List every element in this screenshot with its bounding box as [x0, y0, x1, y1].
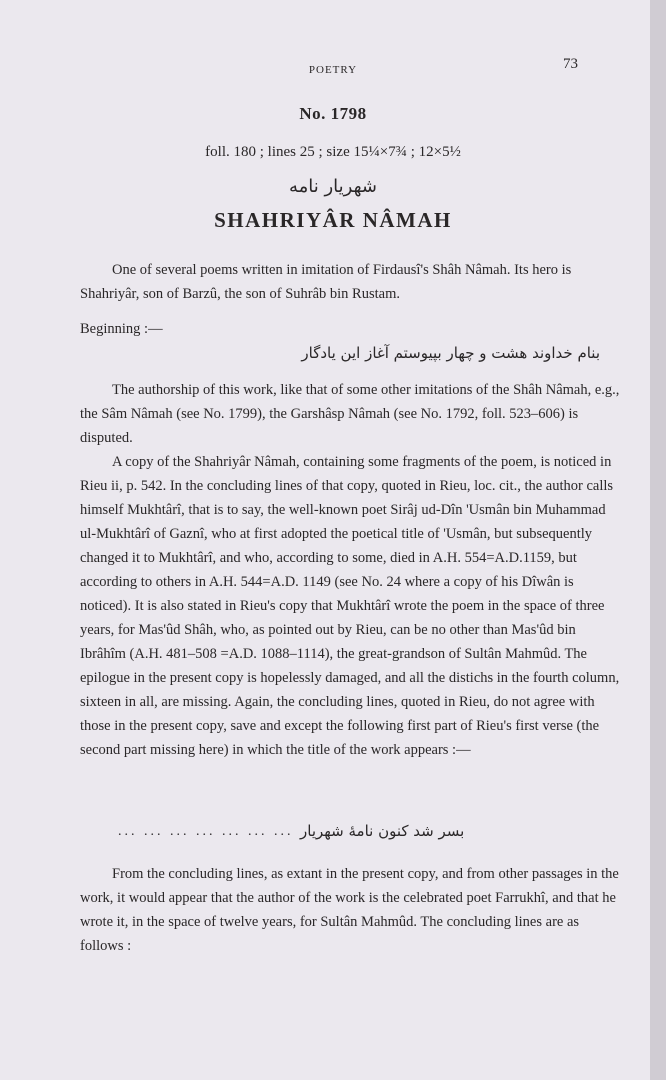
page-edge — [650, 0, 666, 1080]
page-number: 73 — [563, 56, 578, 72]
paragraph-intro: One of several poems written in imitation of Firdausî's Shâh Nâmah. Its hero is Shahriyâr, son of Barzû, the son of Suhrâb bin Rustam. — [80, 262, 572, 302]
appears-verse: بسر شد کنون نامهٔ شهریار — [300, 822, 465, 840]
paragraph-authorship: The authorship of this work, like that of some other imitations of the Shâh Nâmah, e.g., the Sâm Nâmah (see No. 1799), the Garshâsp Nâmah (see No. 1792, foll. 523–606) is disputed. — [80, 382, 620, 446]
persian-title: شهریار نامه — [288, 176, 377, 197]
running-head: POETRY — [308, 64, 358, 76]
entry-number: No. 1798 — [299, 104, 367, 123]
romanized-title: SHAHRIYÂR NÂMAH — [214, 208, 452, 232]
beginning-label: Beginning :— — [80, 321, 163, 337]
ellipsis-dots: ... ... ... ... ... ... ... — [118, 824, 294, 839]
collation-line: foll. 180 ; lines 25 ; size 15¼×7¾ ; 12×5½ — [205, 144, 461, 160]
paragraph-copy: A copy of the Shahriyâr Nâmah, containing some fragments of the poem, is noticed in Rieu ii, p. 542. In the concluding lines of that copy, quoted in Rieu, loc. cit., the author calls himself Mukhtârî, that is to say, the well-known poet Sirâj ud-Dîn 'Usmân bin Muhammad ul-Mukhtârî of Gaznî, who at first adopted the poetical title of 'Usmân, but subsequently changed it to Mukhtârî, and who, according to some, died in A.H. 554=A.D.1159, but according to others in A.H. 544=A.D. 1149 (see No. 24 where a copy of his Dîwân is noticed). It is also stated in Rieu's copy that Mukhtârî wrote the poem in the space of three years, for Mas'ûd Shâh, who, as pointed out by Rieu, can be no other than Mas'ûd bin Ibrâhîm (A.H. 481–508 =A.D. 1088–1114), the great-grandson of Sultân Mahmûd. The epilogue in the present copy is hopelessly damaged, and all the distichs in the fourth column, sixteen in all, are missing. Again, the concluding lines, quoted in Rieu, do not agree with those in the present copy, save and except the following first part of Rieu's first verse (the second part missing here) in which the title of the work appears :— — [80, 454, 620, 758]
beginning-verse: بنام خداوند هشت و چهار بپیوستم آغاز این یادگار — [301, 344, 600, 362]
paragraph-concluding: From the concluding lines, as extant in the present copy, and from other passages in the work, it would appear that the author of the work is the celebrated poet Farrukhî, and that he wrote it, in the space of twelve years, for Sultân Mahmûd. The concluding lines are as follows : — [80, 866, 619, 954]
